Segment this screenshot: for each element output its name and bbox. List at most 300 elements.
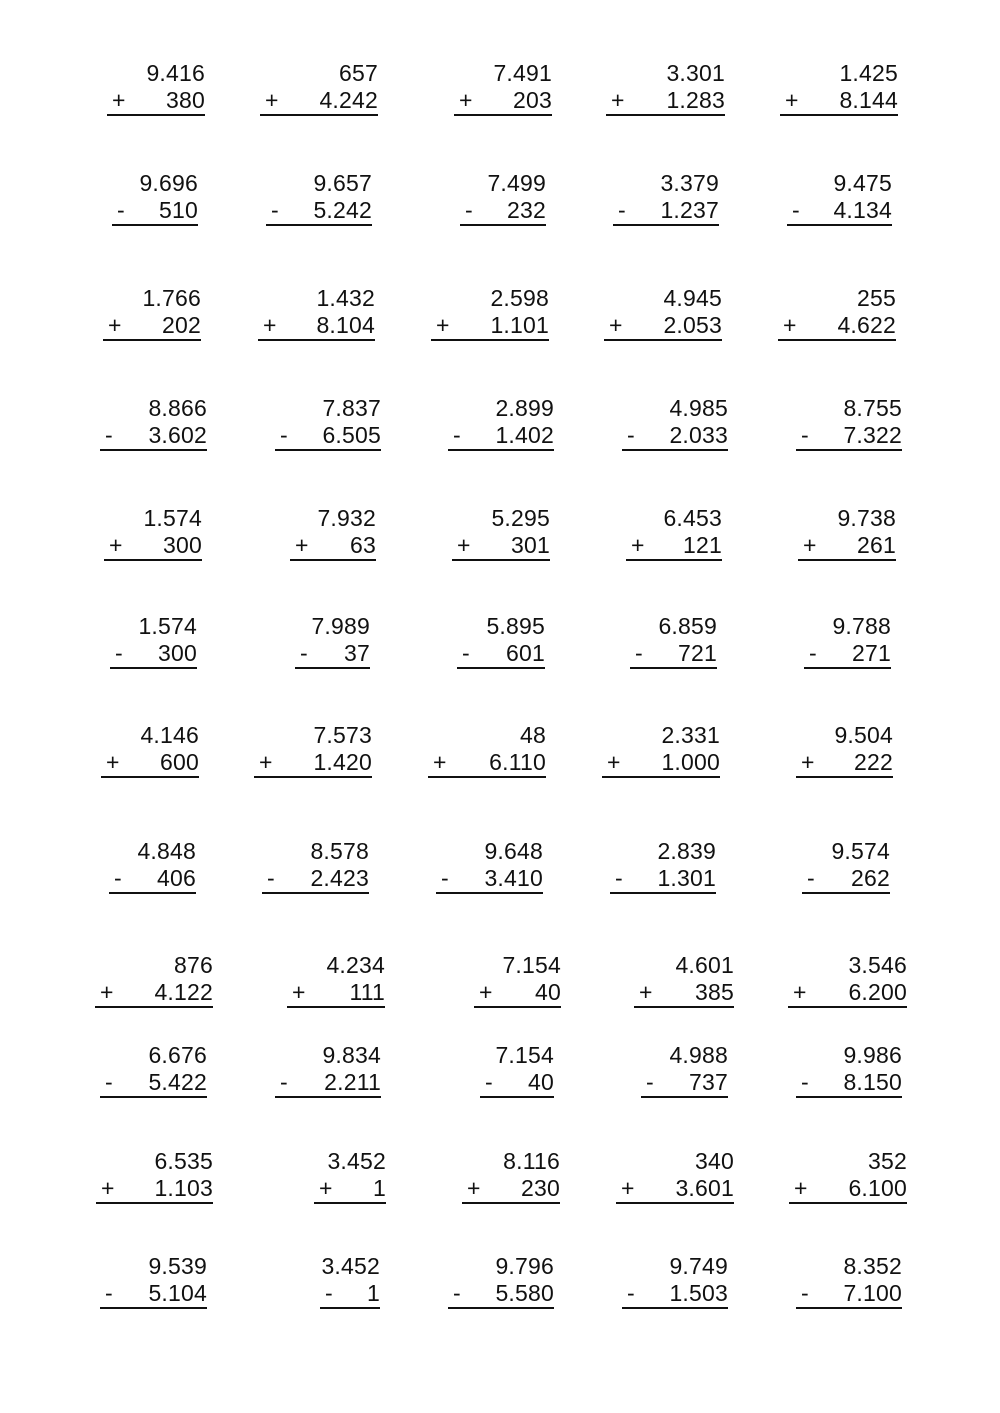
answer-line [604,312,722,341]
top-number: 9.416 [146,60,205,86]
operator-sign: - [627,422,635,448]
bottom-number: 301 [511,532,550,558]
bottom-number: 40 [535,979,561,1005]
bottom-number: 222 [854,749,893,775]
operator-sign: + [611,87,625,113]
operator-sign: - [615,865,623,891]
operator-sign: + [785,87,799,113]
operator-sign: - [105,1069,113,1095]
top-number: 3.452 [321,1253,380,1279]
operator-sign: - [465,197,473,223]
answer-line [260,87,378,116]
operator-sign: + [801,749,815,775]
answer-line [100,422,207,451]
top-number: 9.738 [837,505,896,531]
operator-sign: + [794,1175,808,1201]
operator-sign: - [280,1069,288,1095]
bottom-number: 1.420 [313,749,372,775]
answer-line [290,532,376,561]
top-number: 6.453 [663,505,722,531]
answer-line [796,749,893,778]
operator-sign: - [117,197,125,223]
answer-line [112,197,198,226]
operator-sign: - [105,1280,113,1306]
bottom-number: 1.503 [669,1280,728,1306]
operator-sign: - [453,1280,461,1306]
bottom-number: 1.402 [495,422,554,448]
operator-sign: + [433,749,447,775]
arithmetic-problem [112,170,198,226]
arithmetic-problem [266,170,372,226]
top-number: 9.788 [832,613,891,639]
operator-sign: + [479,979,493,1005]
answer-line [448,422,554,451]
answer-line [103,312,201,341]
top-number: 4.234 [326,952,385,978]
bottom-number: 3.602 [148,422,207,448]
arithmetic-problem [796,1042,902,1098]
top-number: 3.301 [666,60,725,86]
operator-sign: + [101,1175,115,1201]
answer-line [622,422,728,451]
operator-sign: + [319,1175,333,1201]
answer-line [262,865,369,894]
operator-sign: + [459,87,473,113]
bottom-number: 262 [851,865,890,891]
arithmetic-problem [100,395,207,451]
bottom-number: 2.053 [663,312,722,338]
arithmetic-problem [796,1253,902,1309]
top-number: 1.574 [138,613,197,639]
arithmetic-problem [796,722,893,778]
answer-line [630,640,717,669]
top-number: 2.839 [657,838,716,864]
top-number: 8.578 [310,838,369,864]
top-number: 6.535 [154,1148,213,1174]
top-number: 7.573 [313,722,372,748]
arithmetic-problem [630,613,717,669]
operator-sign: + [793,979,807,1005]
arithmetic-problem [107,60,205,116]
answer-line [641,1069,728,1098]
answer-line [802,865,890,894]
bottom-number: 510 [159,197,198,223]
top-number: 1.432 [316,285,375,311]
answer-line [602,749,720,778]
top-number: 9.574 [831,838,890,864]
answer-line [448,1280,554,1309]
arithmetic-problem [320,1253,380,1309]
bottom-number: 6.200 [848,979,907,1005]
answer-line [95,979,213,1008]
arithmetic-problem [778,285,896,341]
operator-sign: - [325,1280,333,1306]
arithmetic-problem [626,505,722,561]
bottom-number: 600 [160,749,199,775]
answer-line [796,422,902,451]
bottom-number: 300 [158,640,197,666]
bottom-number: 6.505 [322,422,381,448]
bottom-number: 1.101 [490,312,549,338]
arithmetic-problem [431,285,549,341]
top-number: 9.986 [843,1042,902,1068]
bottom-number: 6.100 [848,1175,907,1201]
top-number: 3.379 [660,170,719,196]
bottom-number: 4.622 [837,312,896,338]
operator-sign: + [467,1175,481,1201]
operator-sign: + [108,312,122,338]
bottom-number: 1.000 [661,749,720,775]
arithmetic-problem [798,505,896,561]
operator-sign: - [280,422,288,448]
top-number: 5.895 [486,613,545,639]
bottom-number: 271 [852,640,891,666]
arithmetic-problem [448,1253,554,1309]
bottom-number: 2.033 [669,422,728,448]
operator-sign: + [457,532,471,558]
bottom-number: 4.134 [833,197,892,223]
top-number: 4.985 [669,395,728,421]
arithmetic-problem [780,60,898,116]
top-number: 3.452 [327,1148,386,1174]
operator-sign: + [292,979,306,1005]
arithmetic-problem [275,395,381,451]
answer-line [622,1280,728,1309]
answer-line [474,979,561,1008]
top-number: 9.834 [322,1042,381,1068]
arithmetic-problem [100,1253,207,1309]
operator-sign: - [801,1069,809,1095]
bottom-number: 40 [528,1069,554,1095]
answer-line [788,979,907,1008]
answer-line [295,640,370,669]
operator-sign: - [485,1069,493,1095]
operator-sign: + [106,749,120,775]
top-number: 7.837 [322,395,381,421]
arithmetic-problem [287,952,385,1008]
answer-line [275,422,381,451]
operator-sign: + [436,312,450,338]
operator-sign: + [109,532,123,558]
top-number: 8.866 [148,395,207,421]
operator-sign: - [453,422,461,448]
answer-line [287,979,385,1008]
bottom-number: 4.242 [319,87,378,113]
answer-line [436,865,543,894]
bottom-number: 6.110 [489,749,546,775]
operator-sign: - [801,1280,809,1306]
answer-line [452,532,550,561]
arithmetic-problem [602,722,720,778]
top-number: 7.932 [317,505,376,531]
bottom-number: 7.100 [843,1280,902,1306]
answer-line [610,865,716,894]
arithmetic-problem [641,1042,728,1098]
arithmetic-problem [96,1148,213,1204]
answer-line [104,532,202,561]
operator-sign: + [631,532,645,558]
answer-line [634,979,734,1008]
arithmetic-problem [100,1042,207,1098]
answer-line [258,312,375,341]
arithmetic-problem [260,60,378,116]
arithmetic-problem [258,285,375,341]
answer-line [101,749,199,778]
answer-line [606,87,725,116]
operator-sign: + [259,749,273,775]
bottom-number: 1.283 [666,87,725,113]
answer-line [462,1175,560,1204]
arithmetic-problem [262,838,369,894]
arithmetic-problem [802,838,890,894]
answer-line [431,312,549,341]
top-number: 340 [695,1148,734,1174]
answer-line [787,197,892,226]
operator-sign: - [635,640,643,666]
arithmetic-problem [460,170,546,226]
top-number: 2.598 [490,285,549,311]
arithmetic-problem [290,505,376,561]
bottom-number: 2.211 [324,1069,381,1095]
answer-line [796,1069,902,1098]
bottom-number: 601 [506,640,545,666]
top-number: 5.295 [491,505,550,531]
top-number: 657 [339,60,378,86]
bottom-number: 111 [349,979,385,1005]
top-number: 7.499 [487,170,546,196]
bottom-number: 261 [857,532,896,558]
answer-line [457,640,545,669]
bottom-number: 737 [689,1069,728,1095]
arithmetic-problem [606,60,725,116]
top-number: 9.749 [669,1253,728,1279]
arithmetic-problem [295,613,370,669]
top-number: 4.848 [137,838,196,864]
bottom-number: 1.237 [660,197,719,223]
arithmetic-problem [634,952,734,1008]
top-number: 7.491 [493,60,552,86]
arithmetic-problem [616,1148,734,1204]
operator-sign: + [621,1175,635,1201]
answer-line [789,1175,907,1204]
bottom-number: 300 [163,532,202,558]
arithmetic-problem [622,1253,728,1309]
arithmetic-problem [474,952,561,1008]
operator-sign: - [462,640,470,666]
bottom-number: 5.422 [148,1069,207,1095]
operator-sign: - [441,865,449,891]
top-number: 7.154 [502,952,561,978]
answer-line [96,1175,213,1204]
top-number: 9.504 [834,722,893,748]
answer-line [804,640,891,669]
answer-line [275,1069,381,1098]
top-number: 4.601 [675,952,734,978]
bottom-number: 1 [373,1175,386,1201]
operator-sign: - [627,1280,635,1306]
bottom-number: 380 [166,87,205,113]
operator-sign: - [105,422,113,448]
top-number: 6.859 [658,613,717,639]
top-number: 876 [174,952,213,978]
bottom-number: 8.104 [316,312,375,338]
top-number: 9.657 [313,170,372,196]
operator-sign: + [265,87,279,113]
answer-line [798,532,896,561]
operator-sign: - [646,1069,654,1095]
bottom-number: 1 [367,1280,380,1306]
bottom-number: 2.423 [310,865,369,891]
answer-line [314,1175,386,1204]
operator-sign: + [607,749,621,775]
top-number: 1.574 [143,505,202,531]
bottom-number: 3.601 [675,1175,734,1201]
bottom-number: 1.301 [657,865,716,891]
operator-sign: - [792,197,800,223]
top-number: 9.796 [495,1253,554,1279]
arithmetic-problem [452,505,550,561]
arithmetic-problem [95,952,213,1008]
operator-sign: + [639,979,653,1005]
answer-line [616,1175,734,1204]
top-number: 9.539 [148,1253,207,1279]
answer-line [480,1069,554,1098]
top-number: 2.331 [661,722,720,748]
bottom-number: 8.150 [843,1069,902,1095]
arithmetic-problem [103,285,201,341]
answer-line [100,1069,207,1098]
bottom-number: 8.144 [839,87,898,113]
top-number: 6.676 [148,1042,207,1068]
bottom-number: 3.410 [484,865,543,891]
operator-sign: + [112,87,126,113]
arithmetic-problem [462,1148,560,1204]
top-number: 4.945 [663,285,722,311]
arithmetic-problem [101,722,199,778]
bottom-number: 37 [344,640,370,666]
arithmetic-problem [428,722,546,778]
bottom-number: 5.580 [495,1280,554,1306]
arithmetic-problem [613,170,719,226]
operator-sign: - [801,422,809,448]
operator-sign: - [300,640,308,666]
operator-sign: + [803,532,817,558]
answer-line [100,1280,207,1309]
answer-line [454,87,552,116]
top-number: 3.546 [848,952,907,978]
operator-sign: - [271,197,279,223]
answer-line [626,532,722,561]
arithmetic-problem [110,613,197,669]
top-number: 1.766 [142,285,201,311]
top-number: 9.475 [833,170,892,196]
operator-sign: - [809,640,817,666]
operator-sign: + [609,312,623,338]
arithmetic-problem [275,1042,381,1098]
top-number: 2.899 [495,395,554,421]
answer-line [320,1280,380,1309]
arithmetic-problem [610,838,716,894]
bottom-number: 121 [683,532,722,558]
answer-line [110,640,197,669]
answer-line [796,1280,902,1309]
answer-line [428,749,546,778]
arithmetic-problem [109,838,196,894]
bottom-number: 1.103 [154,1175,213,1201]
bottom-number: 406 [157,865,196,891]
arithmetic-problem [457,613,545,669]
bottom-number: 385 [695,979,734,1005]
bottom-number: 7.322 [843,422,902,448]
arithmetic-problem [480,1042,554,1098]
arithmetic-problem [448,395,554,451]
top-number: 4.988 [669,1042,728,1068]
answer-line [254,749,372,778]
bottom-number: 63 [350,532,376,558]
arithmetic-problem [314,1148,386,1204]
answer-line [266,197,372,226]
bottom-number: 202 [162,312,201,338]
top-number: 352 [868,1148,907,1174]
bottom-number: 4.122 [154,979,213,1005]
top-number: 48 [520,722,546,748]
bottom-number: 232 [507,197,546,223]
operator-sign: - [114,865,122,891]
answer-line [613,197,719,226]
answer-line [460,197,546,226]
operator-sign: - [115,640,123,666]
bottom-number: 5.242 [313,197,372,223]
arithmetic-problem [436,838,543,894]
top-number: 9.648 [484,838,543,864]
top-number: 9.696 [139,170,198,196]
top-number: 7.154 [495,1042,554,1068]
operator-sign: - [807,865,815,891]
bottom-number: 203 [513,87,552,113]
answer-line [107,87,205,116]
answer-line [109,865,196,894]
top-number: 255 [857,285,896,311]
operator-sign: + [783,312,797,338]
bottom-number: 5.104 [148,1280,207,1306]
operator-sign: - [267,865,275,891]
top-number: 8.352 [843,1253,902,1279]
answer-line [778,312,896,341]
arithmetic-problem [787,170,892,226]
arithmetic-problem [254,722,372,778]
top-number: 8.755 [843,395,902,421]
arithmetic-problem [104,505,202,561]
arithmetic-problem [454,60,552,116]
operator-sign: + [295,532,309,558]
top-number: 7.989 [311,613,370,639]
operator-sign: + [263,312,277,338]
answer-line [780,87,898,116]
bottom-number: 721 [678,640,717,666]
operator-sign: - [618,197,626,223]
arithmetic-problem [789,1148,907,1204]
top-number: 4.146 [140,722,199,748]
arithmetic-problem [622,395,728,451]
arithmetic-problem [788,952,907,1008]
operator-sign: + [100,979,114,1005]
arithmetic-problem [796,395,902,451]
arithmetic-problem [604,285,722,341]
top-number: 8.116 [503,1148,560,1174]
top-number: 1.425 [839,60,898,86]
bottom-number: 230 [521,1175,560,1201]
arithmetic-problem [804,613,891,669]
